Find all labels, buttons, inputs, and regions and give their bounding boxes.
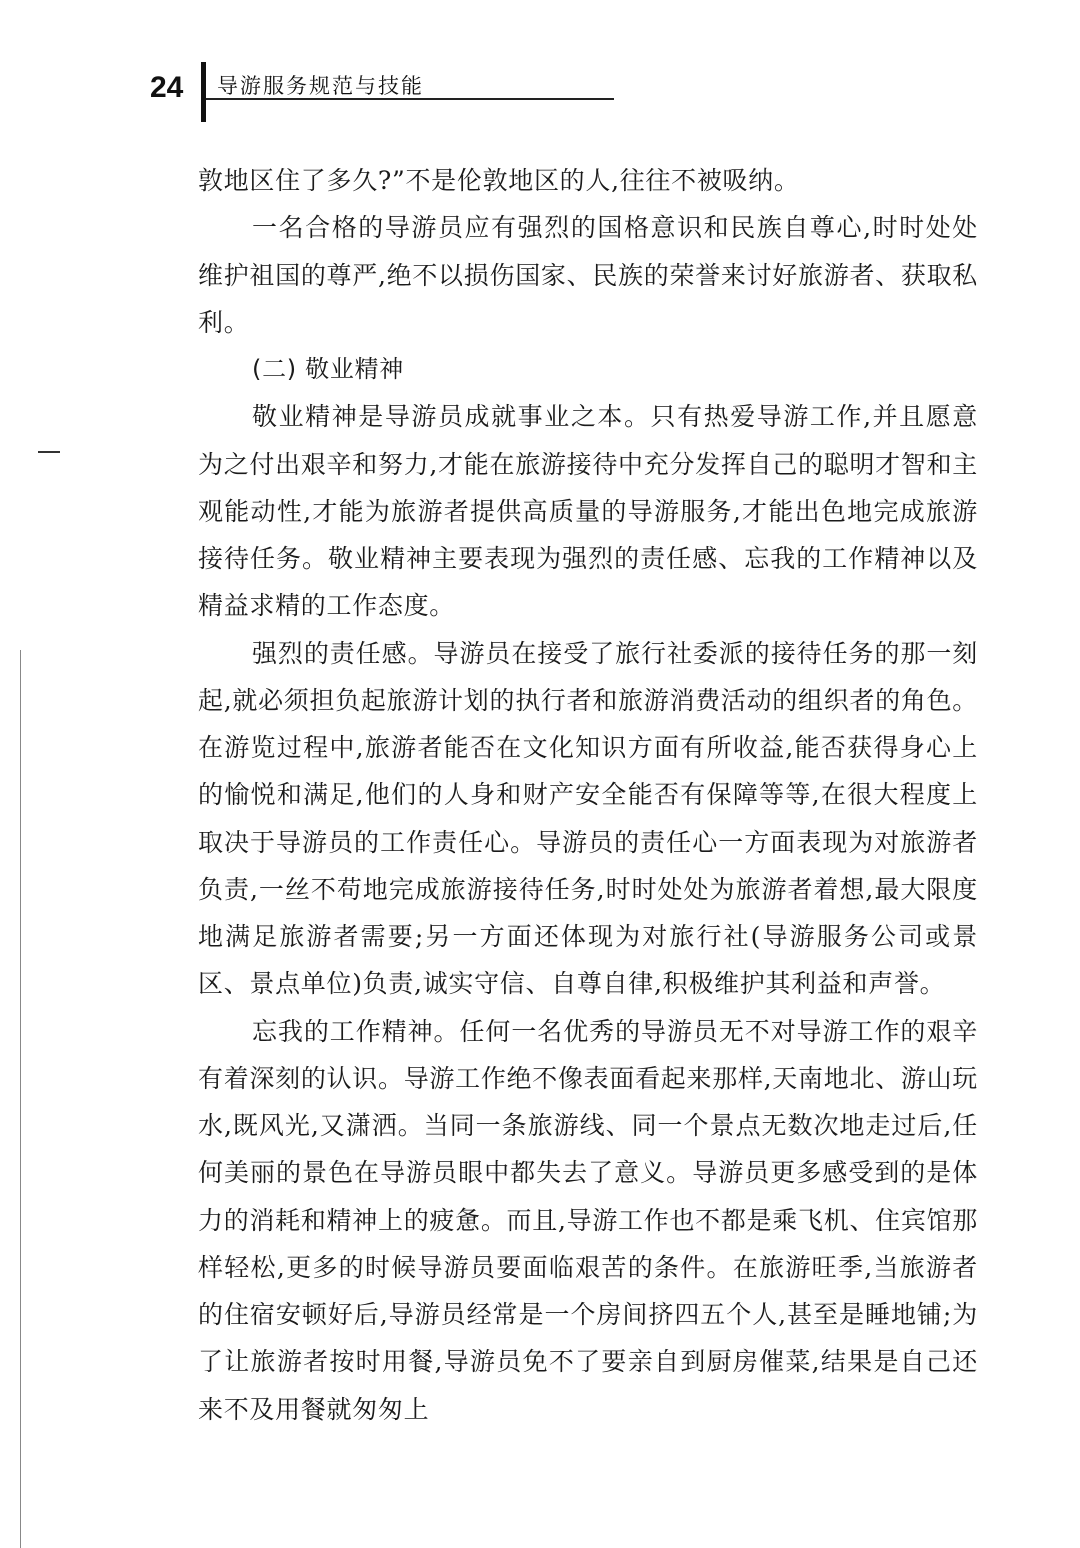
paragraph-dedication-intro: 敬业精神是导游员成就事业之本。只有热爱导游工作,并且愿意为之付出艰辛和努力,才能在旅游接待中充分发挥自己的聪明才智和主观能动性,才能为旅游者提供高质量的导游服务,才能出色地完成旅游接待任务。敬业精神主要表现为强烈的责任感、忘我的工作精神以及精益求精的工作态度。 <box>198 402 978 621</box>
page-number: 24 <box>150 71 184 104</box>
running-header-title: 导游服务规范与技能 <box>217 74 424 98</box>
margin-mark <box>38 451 60 453</box>
section-heading-dedication: (二) 敬业精神 <box>252 355 404 383</box>
paragraph-responsibility: 强烈的责任感。导游员在接受了旅行社委派的接待任务的那一刻起,就必须担负起旅游计划的执行者和旅游消费活动的组织者的角色。在游览过程中,旅游者能否在文化知识方面有所收益,能否获得身心上的愉悦和满足,他们的人身和财产安全能否有保障等等,在很大程度上取决于导游员的工作责任心。导游员的责任心一方面表现为对旅游者负责,一丝不苟地完成旅游接待任务,时时处处为旅游者着想,最大限度地满足旅游者需要;另一方面还体现为对旅行社(导游服务公司或景区、景点单位)负责,诚实守信、自尊自律,积极维护其利益和声誉。 <box>198 638 978 999</box>
body-text <box>198 157 978 1433</box>
scan-gutter-line <box>20 650 21 1548</box>
paragraph-national-dignity: 一名合格的导游员应有强烈的国格意识和民族自尊心,时时处处维护祖国的尊严,绝不以损伤国家、民族的荣誉来讨好旅游者、获取私利。 <box>198 213 978 337</box>
paragraph-selfless-work: 忘我的工作精神。任何一名优秀的导游员无不对导游工作的艰辛有着深刻的认识。导游工作绝不像表面看起来那样,天南地北、游山玩水,既风光,又潇洒。当同一条旅游线、同一个景点无数次地走过后,任何美丽的景色在导游员眼中都失去了意义。导游员更多感受到的是体力的消耗和精神上的疲惫。而且,导游工作也不都是乘飞机、住宾馆那样轻松,更多的时候导游员要面临艰苦的条件。在旅游旺季,当旅游者的住宿安顿好后,导游员经常是一个房间挤四五个人,甚至是睡地铺;为了让旅游者按时用餐,导游员免不了要亲自到厨房催菜,结果是自己还来不及用餐就匆匆上 <box>198 1016 978 1424</box>
header-underline <box>206 98 614 100</box>
header-divider-bar <box>201 62 206 122</box>
paragraph-continuation: 敦地区住了多久?”不是伦敦地区的人,往往不被吸纳。 <box>198 166 800 195</box>
